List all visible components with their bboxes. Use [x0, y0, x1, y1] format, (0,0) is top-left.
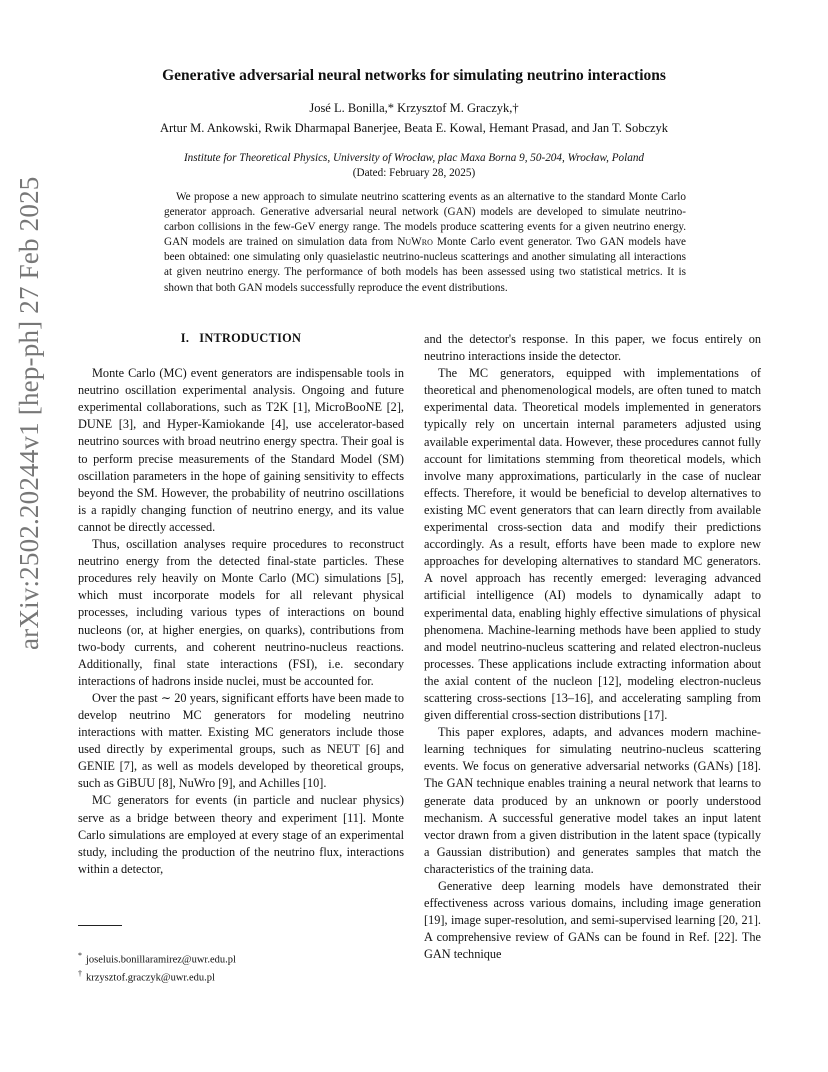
footnote-2-mark: †: [78, 969, 82, 978]
left-paragraph-3: Over the past ∼ 20 years, significant efforts have been made to develop neutrino MC generators for modeling neutrino interactions with matter. Existing MC generators include those used directly by experimental groups, such as NEUT [6] and GENIE [7], as well as models developed by theoretical groups, such as GiBUU [8], NuWro [9], and Achilles [10].: [78, 690, 404, 791]
abstract: [164, 190, 686, 296]
right-paragraph-2: The MC generators, equipped with implementations of theoretical and phenomenological models, are often tuned to match experimental data. Theoretical models implemented in generators typically rely on uncertain internal parameters adjusted using available experimental data. However, these procedures cannot fully account for limitations stemming from theoretical models, which involve many approximations, particularly in the case of nuclear effects. Therefore, it would be beneficial to develop alternatives to existing MC event generators that can learn directly from available experimental cross-section data and modify their predictions accordingly. As a result, efforts have been made to explore new approaches for developing alternatives to standard MC generators. A novel approach has recently emerged: leveraging advanced artificial intelligence (AI) models to dynamically adapt to experimental data, enabling highly effective simulations of physical phenomena. Machine-learning methods have been applied to study and model neutrino-nucleus scattering and related electron-nucleus processes. These applications include extracting information about the axial content of the nucleon [12], modeling electron-nucleus scattering cross-sections [13–16], and accelerating sampling from given differential cross-section distributions [17].: [424, 366, 761, 723]
left-paragraph-1: Monte Carlo (MC) event generators are indispensable tools in neutrino oscillation experimental analysis. Ongoing and future experimental collaborations, such as T2K [1], MicroBooNE [2], DUNE [3], and Hyper-Kamiokande [4], use accelerator-based neutrino sources with broad neutrino energy spectra. Their goal is to perform precise measurements of the Standard Model (SM) oscillation parameters in the hope of gaining sensitivity to effects beyond the SM. However, the probability of neutrino oscillations is a rapidly changing function of neutrino energy, and its value cannot be directly accessed.: [78, 366, 404, 534]
right-paragraph-3: This paper explores, adapts, and advances modern machine-learning techniques for simulating neutrino-nucleus scattering events. We focus on generative adversarial networks (GANs) [18]. The GAN technique enables training a neural network that learns to generate data produced by an unknown or poorly understood mechanism. A successful generative model takes an input latent vector drawn from a given distribution in the latent space (typically a Gaussian distribution) and generates samples that match the characteristics of the training data.: [424, 725, 761, 876]
abstract-text-part-1: We propose a new approach to simulate neutrino scattering events as an alternative to the standard Monte Carlo generator approach. Generative adversarial neural network (GAN) models are developed to simulate neutrino-carbon collisions in the few-GeV energy range. The models produce scattering events for a given neutrino energy. GAN models are trained on simulation data from: [164, 191, 686, 249]
authors-line-2: Artur M. Ankowski, Rwik Dharmapal Banerjee, Beata E. Kowal, Hemant Prasad, and Jan T. Sobczyk: [159, 121, 669, 135]
footnote-1-mark: *: [78, 951, 82, 960]
right-paragraph-4: Generative deep learning models have demonstrated their effectiveness across various domains, including image generation [19], image super-resolution, and semi-supervised learning [20, 21]. A comprehensive review of GANs can be found in Ref. [22]. The GAN technique: [424, 879, 761, 962]
abstract-nuwro: NuWro: [397, 236, 433, 249]
arxiv-identifier-text: arXiv:2502.20244v1 [hep-ph] 27 Feb 2025: [14, 176, 44, 650]
section-title: INTRODUCTION: [199, 331, 302, 345]
footnote-2-email: krzysztof.graczyk@uwr.edu.pl: [86, 972, 215, 984]
right-column: [424, 331, 761, 963]
abstract-text-part-2: Monte Carlo event generator. Two GAN models have been obtained: one simulating only quasielastic neutrino-nucleus scatterings and another simulating all interactions at given neutrino energy. The performance of both models has been assessed using two statistical metrics. It is shown that both GAN models successfully reproduce the event distributions.: [164, 236, 687, 294]
date-line: (Dated: February 28, 2025): [352, 167, 476, 179]
footnote-2: [78, 967, 236, 985]
left-paragraph-4: MC generators for events (in particle and nuclear physics) serve as a bridge between theory and experiment [11]. Monte Carlo simulations are employed at every stage of an experimental study, including the production of the neutrino flux, interactions within a detector,: [78, 793, 404, 876]
paper-title: Generative adversarial neural networks for simulating neutrino interactions: [162, 67, 666, 84]
right-paragraph-1: and the detector's response. In this paper, we focus entirely on neutrino interactions inside the detector.: [424, 332, 761, 364]
footnote-1-email: joseluis.bonillaramirez@uwr.edu.pl: [86, 954, 236, 966]
authors-line-1: José L. Bonilla,* Krzysztof M. Graczyk,†: [309, 101, 519, 115]
left-paragraph-2: Thus, oscillation analyses require procedures to reconstruct neutrino energy from the detected final-state particles. These procedures rely heavily on Monte Carlo (MC) simulations [5], which must incorporate models for all relevant physical processes, including various types of interactions on bound nucleons (or, at higher energies, on quarks), contributions from two-body currents, and coherent neutrino-nucleus reactions. Additionally, final state interactions (FSI), i.e. secondary interactions of hadrons inside nuclei, must be accounted for.: [78, 537, 404, 688]
section-number: I.: [180, 331, 190, 345]
left-column: [78, 330, 404, 878]
footnote-divider: [78, 925, 122, 926]
footnote-1: [78, 949, 236, 967]
affiliation: Institute for Theoretical Physics, University of Wrocław, plac Maxa Borna 9, 50-204, Wrocław, Poland: [183, 152, 645, 164]
section-heading: [78, 330, 404, 347]
footnotes: [78, 949, 236, 985]
